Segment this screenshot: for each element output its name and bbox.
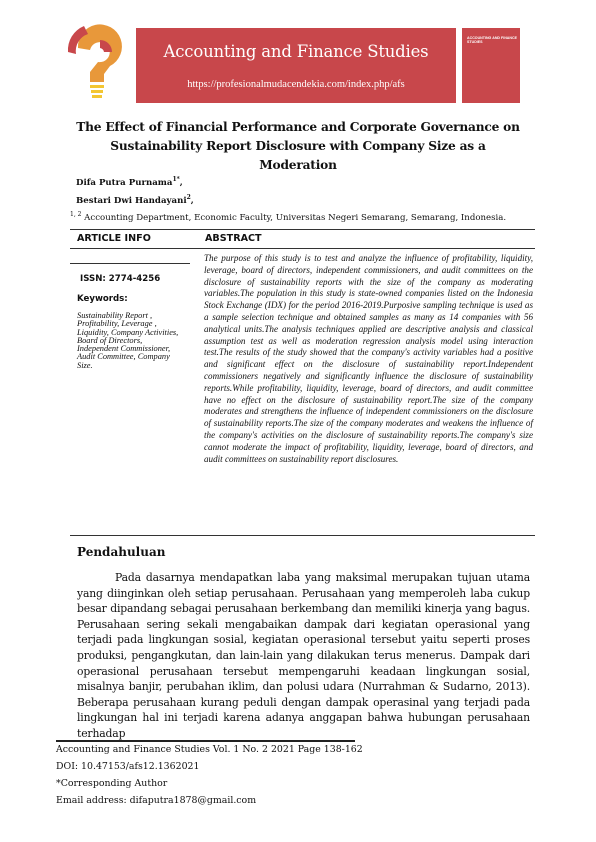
article-title: The Effect of Financial Performance and Corporate Governance on Sustainability Report Disclosure with Company Size as a Moderation xyxy=(76,120,520,172)
author-2-suffix: , xyxy=(190,195,194,206)
author-2-sup: 2 xyxy=(186,194,191,201)
footer-citation: Accounting and Finance Studies Vol. 1 No. 2 2021 Page 138-162 xyxy=(56,744,363,755)
table-rule-top xyxy=(70,229,535,230)
author-2-name: Bestari Dwi Handayani xyxy=(76,195,187,206)
affiliation-sup: 1, 2 xyxy=(70,211,82,218)
table-rule-header xyxy=(70,248,535,249)
journal-banner xyxy=(136,28,456,103)
keywords-label: Keywords: xyxy=(77,294,128,304)
footer-corresponding: *Corresponding Author xyxy=(56,778,168,789)
issn: ISSN: 2774-4256 xyxy=(80,274,161,284)
journal-cover-thumbnail xyxy=(462,28,520,103)
footer-email: Email address: difaputra1878@gmail.com xyxy=(56,795,257,806)
abstract-heading: ABSTRACT xyxy=(205,233,262,244)
keywords-list: Sustainability Report , Profitability, Leverage , Liquidity, Company Activities, Board of Directors, Independent Commissioner, Audit Committee, Company Size. xyxy=(77,311,179,370)
section-heading-intro: Pendahuluan xyxy=(77,545,166,559)
info-rule xyxy=(70,263,190,264)
author-1-sup: 1* xyxy=(172,176,180,183)
affiliation xyxy=(70,211,506,223)
footnote-rule xyxy=(56,740,355,742)
author-1-suffix: , xyxy=(179,177,183,188)
footer-doi: DOI: 10.47153/afs12.1362021 xyxy=(56,761,200,772)
journal-logo-icon xyxy=(64,18,130,104)
cover-title: ACCOUNTING AND FINANCE STUDIES xyxy=(467,36,517,45)
author-2 xyxy=(76,194,194,206)
table-rule-bottom xyxy=(70,535,535,536)
author-1 xyxy=(76,176,183,188)
abstract-text: The purpose of this study is to test and analyze the influence of profitability, liquidity, leverage, board of directors, independent commissioners, and audit committees on the disclosure of sustainability reports with the size of the company as moderating variables.The population in this study is state-owned companies listed on the Indonesia Stock Exchange (IDX) for the period 2016-2019.Purposive sampling technique is used as a sample selection technique and obtained samples as many as 14 companies with 56 analytical units.The analysis techniques applied are descriptive analysis and classical assumption test as well as moderation regression analysis model using interaction test.The results of the study showed that the company's activity variables had a positive and significant effect on the disclosure of sustainability report.Independent commissioners negatively and significantly influence the disclosure of sustainability reports.While profitability, liquidity, leverage, board of directors, and audit committee have no effect on the disclosure of sustainability report.The size of the company moderates and strengthens the influence of independent commissioners on the disclosure of sustainability reports.The size of the company moderates and weakens the influence of the company's activities on the disclosure of sustainability reports.The company's size cannot moderate the impact of profitability, liquidity, leverage, board of directors, and audit committees on sustainability report disclosures. xyxy=(204,253,533,464)
author-1-name: Difa Putra Purnama xyxy=(76,177,173,188)
affiliation-text: Accounting Department, Economic Faculty, Universitas Negeri Semarang, Semarang, Indonesia. xyxy=(81,212,507,223)
journal-title: Accounting and Finance Studies xyxy=(163,42,429,61)
journal-url[interactable]: https://profesionalmudacendekia.com/index.php/afs xyxy=(187,79,405,90)
intro-paragraph: Pada dasarnya mendapatkan laba yang maksimal merupakan tujuan utama yang diinginkan oleh setiap perusahaan. Perusahaan yang memperoleh laba cukup besar dipandang sebagai perusahaan berkembang dan memiliki kinerja yang bagus. Perusahaan sering sekali mengabaikan dampak dari kegiatan operasional yang terjadi pada lingkungan sosial, kegiatan operasional tersebut yaitu seperti proses produksi, pengangkutan, dan lain-lain yang dilakukan terus menerus. Dampak dari operasional perusahaan tersebut mempengaruhi keadaan lingkungan sosial, misalnya banjir, perubahan iklim, dan polusi udara (Nurrahman & Sudarno, 2013). Beberapa perusahaan kurang peduli dengan dampak operasinal yang terjadi pada lingkungan hal ini terjadi karena adanya anggapan bahwa hubungan perusahaan terhadap xyxy=(77,571,530,740)
article-info-heading: ARTICLE INFO xyxy=(77,233,151,244)
